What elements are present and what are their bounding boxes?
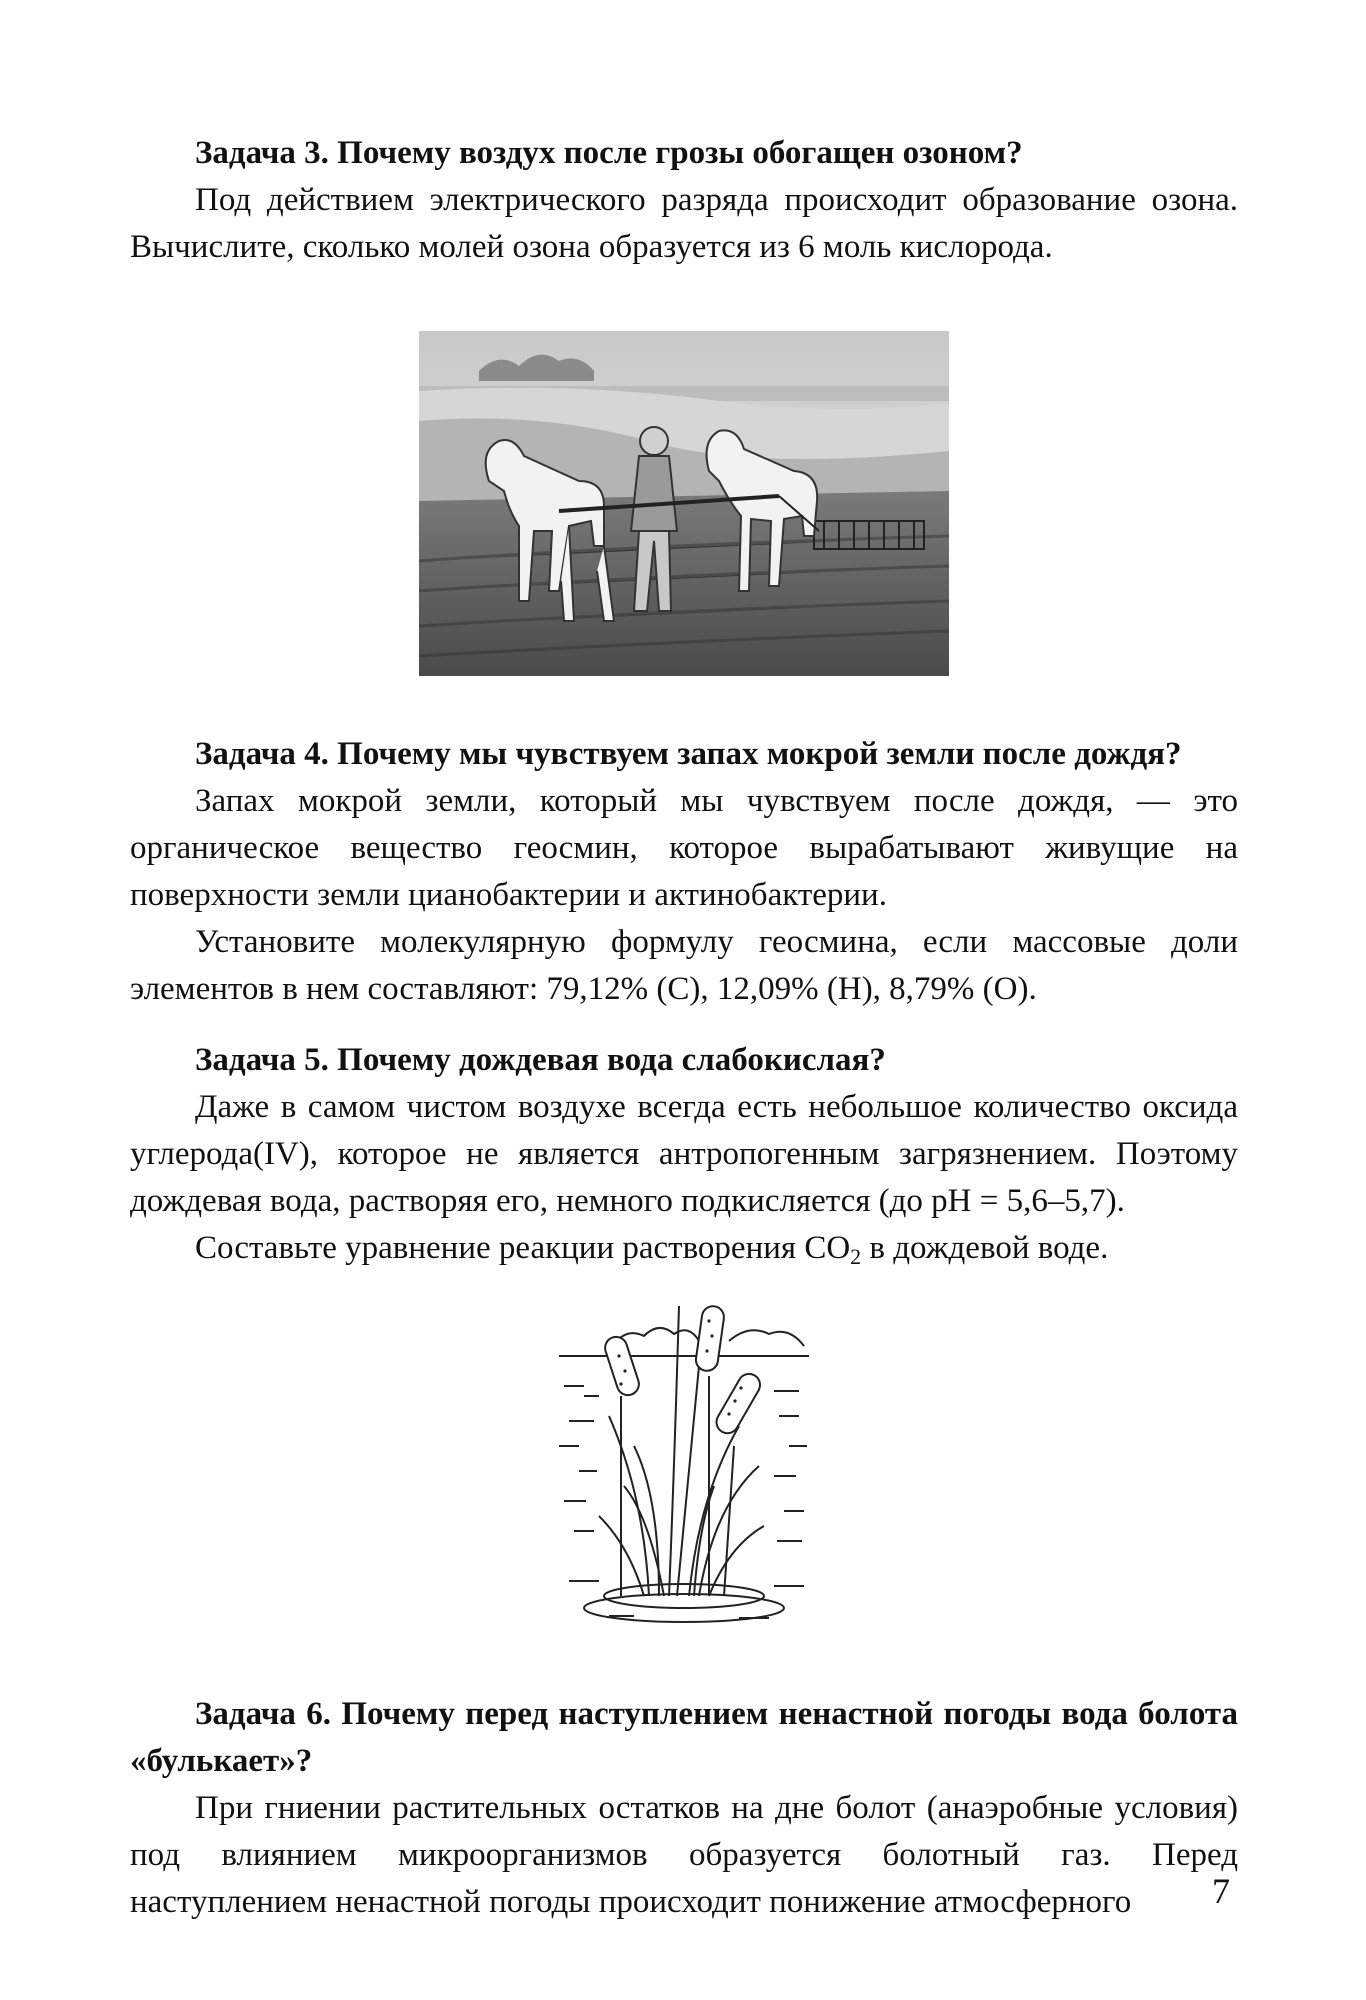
task-5-text-2-end: в дождевой воде. (861, 1230, 1109, 1266)
plowing-illustration (130, 331, 1238, 676)
co2-subscript: 2 (850, 1244, 862, 1269)
page-content (130, 130, 1238, 1926)
task-6-text: При гниении растительных остатков на дне болот (анаэробные условия) под влиянием микроорганизмов образуется болотный газ. Перед наступлением ненастной погоды происходит понижение атмосферного (130, 1790, 1238, 1920)
task-6-title (130, 1691, 1238, 1785)
task-4-text-1: Запах мокрой земли, который мы чувствуем после дождя, — это органическое вещество геосмин, которое вырабатывают живущие на поверхности земли цианобактерии и актинобактерии. (130, 783, 1238, 913)
task-4-title: Задача 4. Почему мы чувствуем запах мокрой земли после дождя? (195, 736, 1182, 772)
task-3-title: Задача 3. Почему воздух после грозы обогащен озоном? (195, 135, 1023, 171)
task-6-title-text: Задача 6. Почему перед наступлением ненастной погоды вода болота «булькает»? (130, 1696, 1238, 1779)
task-5-title: Задача 5. Почему дождевая вода слабокислая? (195, 1042, 886, 1078)
page-number: 7 (1212, 1871, 1230, 1911)
task-4-text-2: Установите молекулярную формулу геосмина, если массовые доли элементов в нем составляют: 79,12% (С), 12,09% (H), 8,79% (О). (130, 924, 1238, 1007)
task-5-text-1: Даже в самом чистом воздухе всегда есть небольшое количество оксида углерода(IV), которое не является антропогенным загрязнением. Поэтому дождевая вода, растворяя его, немного подкисляется (до рН = 5,6–5,7). (130, 1089, 1238, 1219)
task-3-text: Под действием электрического разряда происходит образование озона. Вычислите, сколько молей озона образуется из 6 моль кислорода. (130, 182, 1238, 265)
task-5-text-2 (130, 1225, 1238, 1272)
task-5-text-2-start: Составьте уравнение реакции растворения СО (195, 1230, 851, 1266)
reeds-illustration (130, 1296, 1238, 1641)
